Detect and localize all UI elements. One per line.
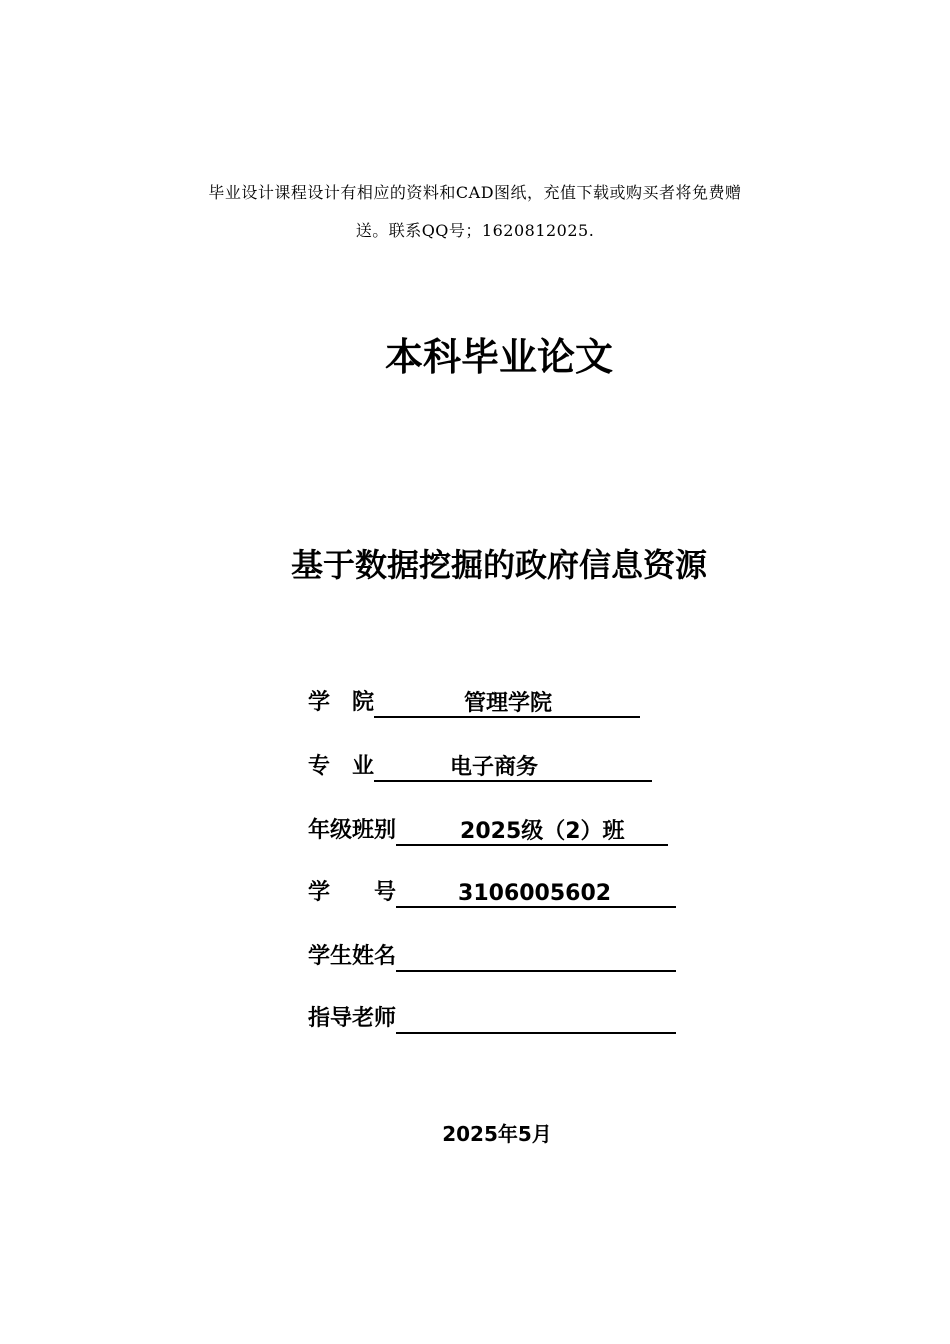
class-value: 2025级（2）班 <box>396 818 668 846</box>
advisor-label: 指导老师 <box>308 1006 397 1031</box>
main-title: 本科毕业论文 <box>384 335 613 379</box>
info-row-class <box>308 812 668 846</box>
college-label: 学 院 <box>308 690 375 715</box>
info-row-student-name <box>308 938 676 972</box>
info-row-student-id <box>308 874 676 908</box>
student-name-value <box>396 944 676 972</box>
student-name-label: 学生姓名 <box>308 944 397 969</box>
student-id-label: 学 号 <box>308 880 397 905</box>
info-row-advisor <box>308 1000 676 1034</box>
info-row-college <box>308 684 640 718</box>
student-id-value: 3106005602 <box>396 880 676 908</box>
advisor-value <box>396 1006 676 1034</box>
thesis-title: 基于数据挖掘的政府信息资源 <box>290 546 707 584</box>
info-row-major <box>308 748 652 782</box>
class-label: 年级班别 <box>308 818 397 843</box>
major-label: 专 业 <box>308 754 375 779</box>
date: 2025年5月 <box>442 1122 552 1146</box>
notice-line-1: 毕业设计课程设计有相应的资料和CAD图纸，充值下载或购买者将免费赠 <box>208 183 742 202</box>
college-value: 管理学院 <box>374 690 640 718</box>
notice-line-2: 送。联系QQ号；1620812025. <box>355 221 595 240</box>
major-value: 电子商务 <box>374 754 652 782</box>
